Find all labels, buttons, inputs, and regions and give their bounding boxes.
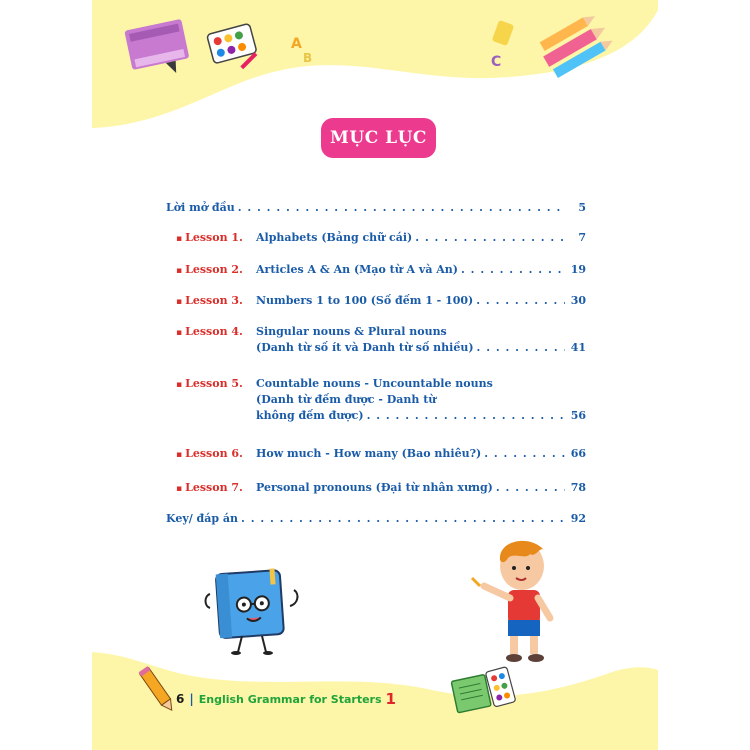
paint-palette-icon [204,16,264,74]
bullet-icon: ▪ [176,380,183,390]
toc-entry-title: không đếm được) [256,409,364,422]
svg-text:A: A [291,36,302,52]
toc-entry-title: How much - How many (Bao nhiêu?) [256,447,482,460]
bullet-icon: ▪ [176,234,183,244]
leader-dots [476,293,565,309]
pencils-icon [532,10,622,80]
toc-page-number: 7 [578,231,586,244]
toc-page-number: 66 [570,447,586,460]
volume-number: 1 [385,690,396,708]
leader-dots [496,480,565,496]
bullet-icon: ▪ [176,266,183,276]
leader-dots [238,200,565,216]
toc-entry-title: Personal pronouns (Đại từ nhân xưng) [256,481,493,494]
leader-dots [241,511,565,527]
toc-page-number: 56 [570,409,586,422]
toc-page-number: 30 [570,294,586,307]
series-title: English Grammar for Starters [198,692,382,706]
leader-dots [415,230,565,246]
leader-dots [477,340,565,356]
pencil-icon [132,660,185,720]
toc-entry-title: Key/ đáp án [166,512,239,525]
toc-page-number: 19 [570,263,586,276]
lesson-label: ▪ Lesson 6. [176,447,243,460]
svg-text:B: B [303,51,313,65]
book-character-icon [204,566,304,658]
leader-dots [367,408,565,424]
page-title: MỤC LỤC [330,128,427,148]
lesson-label: ▪ Lesson 7. [176,481,243,494]
lesson-label: ▪ Lesson 1. [176,231,243,244]
bullet-icon: ▪ [176,484,183,494]
toc-page-number: 41 [570,341,586,354]
lesson-label: ▪ Lesson 3. [176,294,243,307]
letter-blocks-icon [487,14,537,69]
leader-dots [484,446,565,462]
paint-set-icon [484,660,524,716]
lesson-label: ▪ Lesson 4. [176,325,243,338]
bottom-background-blob [92,0,658,750]
toc-entry-title: Alphabets (Bảng chữ cái) [256,231,413,244]
footer-separator: | [189,692,194,706]
toc-page-number: 78 [570,481,586,494]
toc-entry-title: (Danh từ đếm được - Danh từ [256,393,437,406]
book-icon [122,10,197,80]
boy-drawing-icon [470,536,570,666]
toc-entry-title: (Danh từ số ít và Danh từ số nhiều) [256,341,474,354]
bullet-icon: ▪ [176,297,183,307]
page [92,0,658,750]
toc-entry-title: Countable nouns - Uncountable nouns [256,377,493,390]
bullet-icon: ▪ [176,328,183,338]
toc-entry-title: Numbers 1 to 100 (Số đếm 1 - 100) [256,294,474,307]
leader-dots [461,262,565,278]
lesson-label: ▪ Lesson 5. [176,377,243,390]
page-number: 6 [176,692,185,706]
page-footer [176,690,396,708]
toc-entry-title: Articles A & An (Mạo từ A và An) [256,263,459,276]
lesson-label: ▪ Lesson 2. [176,263,243,276]
toc-page-number: 5 [578,201,586,214]
heading-badge [321,118,436,158]
abc-letters-icon [287,30,327,70]
toc-entry-title: Lời mở đầu [166,201,235,214]
toc-page-number: 92 [570,512,586,525]
toc-entry-title: Singular nouns & Plural nouns [256,325,447,338]
svg-text:C: C [491,54,502,69]
bullet-icon: ▪ [176,450,183,460]
